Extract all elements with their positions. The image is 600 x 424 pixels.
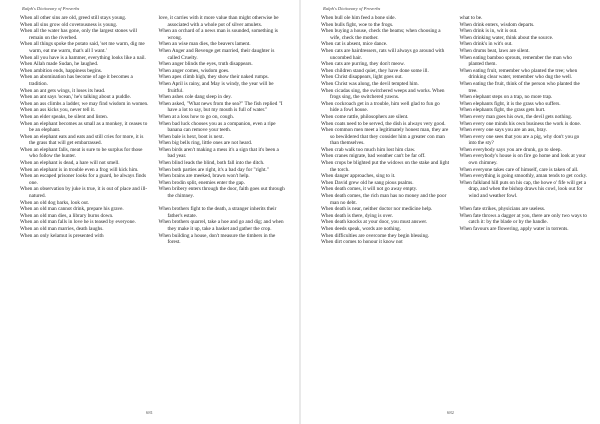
proverb-entry: When anger blinds the eyes, truth disappears. bbox=[158, 61, 253, 68]
proverb-entry: When April is rainy, and May is windy, the year will be fruitful. bbox=[158, 80, 274, 94]
proverb-entry: When apes climb high, they show their naked rumps. bbox=[158, 74, 269, 81]
proverb-entry: When all you have is a hammer, everything looks like a nail. bbox=[20, 54, 146, 61]
proverb-entry: When drink's in wit's out. bbox=[459, 41, 513, 48]
proverb-entry: When Christ disappears, light goes out. bbox=[321, 74, 403, 81]
proverb-entry: When cats are hairdressers, rats will always go around with uncombed hair. bbox=[321, 47, 445, 61]
column-1 bbox=[321, 15, 450, 246]
proverb-entry: When all sins grow old covetousness is young. bbox=[20, 21, 118, 28]
proverb-entry: When brothers quarrel, take a hoe and go and dig; and when they make it up, take a basket and gather the crop. bbox=[158, 219, 284, 232]
running-head: Ralph's Dictionary of Proverbs bbox=[22, 6, 80, 11]
proverb-entry: When everybody says you are drunk, go to sleep. bbox=[459, 146, 562, 153]
proverb-entry: When brains are meeked, brawn won't help. bbox=[158, 173, 250, 180]
proverb-entry: When common men meet a legitimately honest man, they are so bewildered that they consider him a greater con man than themselves. bbox=[321, 127, 449, 147]
proverb-entry: When an ant gets wings, it loses its head. bbox=[20, 87, 106, 94]
proverb-entry: When an wise man dies, the beavers lament. bbox=[158, 41, 251, 48]
proverb-entry: When an abomination has become of age it becomes a tradition. bbox=[20, 74, 133, 87]
proverb-entry: When all other sins are old, greed still stays young. bbox=[20, 15, 127, 21]
proverb-entry: When children stand quiet, they have done some ill. bbox=[321, 67, 429, 74]
proverb-entry: When eating the fruit, think of the person who planted the tree. bbox=[459, 80, 580, 94]
proverb-entry: When bribery enters through the door, faith goes out through the chimney. bbox=[158, 186, 285, 200]
proverb-entry: When David grew old he sang pious psalms. bbox=[321, 179, 414, 186]
proverb-entry: When falkland hill puts on his cap, the howe o' fife will get a drap, and when the bishop draws his cowl, look out for wind and weather fowl. bbox=[459, 179, 587, 200]
proverb-entry: When bad luck chooses you as a companion, even a ripe banana can remove your teeth. bbox=[158, 120, 276, 134]
proverb-entry: When an orchard of a news man is sounded, something is wrong. bbox=[158, 28, 278, 41]
proverb-entry: When an elephant becomes as small as a monkey, it ceases to be an elephant. bbox=[20, 120, 148, 134]
proverb-entry: When building a house, don't measure the timbers in the forest. bbox=[158, 232, 276, 246]
proverb-entry: When an old man marries, death laughs. bbox=[20, 226, 104, 232]
left-page bbox=[0, 0, 299, 424]
proverb-entry: When Anger and Revenge get married, their daughter is called Cruelty. bbox=[158, 47, 275, 61]
proverb-entry: When drink is in, wit is out. bbox=[459, 28, 518, 35]
proverb-entry: When every man goes his own, the devil gets nothing. bbox=[459, 113, 573, 120]
proverb-entry: what to be. bbox=[459, 15, 483, 21]
proverb-entry: When drink enters, wisdom departs. bbox=[459, 21, 535, 28]
proverb-entry: When ashes cole dang sleep in dey. bbox=[158, 94, 232, 101]
proverb-entry: When all things spoke the potato said, 'set me warm, dig me warm, eat me warm, that's all I want.' bbox=[20, 41, 145, 54]
proverb-entry: When Allah made Sudan, he laughed. bbox=[20, 61, 99, 68]
page-number: 682 bbox=[447, 410, 454, 415]
proverb-entry: When cat is absent, mice dance. bbox=[321, 41, 388, 48]
proverb-entry: When both parties are right, it's a bad day for "right." bbox=[158, 166, 269, 173]
proverb-entry: When an ass climbs a ladder, we may find wisdom in women. bbox=[20, 100, 149, 107]
proverb-entry: When everyone takes care of himself, care is taken of all. bbox=[459, 166, 579, 173]
proverb-entry: When danger approaches, sing to it. bbox=[321, 173, 396, 180]
right-page bbox=[301, 0, 600, 424]
proverb-entry: When everything is going smoothly, aman tends to get cocky. bbox=[459, 173, 588, 180]
proverb-entry: When birds aren't making a mess it's a sign that it's been a bad year. bbox=[158, 146, 279, 160]
proverb-entry: When cats are purring, they don't meow. bbox=[321, 61, 405, 68]
proverb-entry: When drinking water, think about the source. bbox=[459, 34, 554, 41]
proverb-entry: When buying a house, check the beams; when choosing a wife, check the mother. bbox=[321, 28, 441, 41]
proverb-entry: When difficulties are overcome they begin blessing. bbox=[321, 232, 430, 239]
proverb-entry: When dirt comes to honour it know not bbox=[321, 239, 403, 246]
proverb-entry: When bulls fight, woe to the frogs. bbox=[321, 21, 394, 28]
proverb-entry: When brodin split, enemies enter the gap. bbox=[158, 179, 245, 186]
proverb-entry: When an observation by juke is true, it is out of place and ill-natured. bbox=[20, 186, 148, 200]
proverb-entry: When bale is hext, boot is next. bbox=[158, 133, 224, 140]
proverb-entry: When an ant says 'ocean,' he's talking about a puddle. bbox=[20, 94, 131, 101]
text-columns bbox=[321, 15, 588, 246]
column-1 bbox=[20, 15, 149, 246]
proverb-entry: When cockroach get in a trouble, him well glad to fun go hide a fowl house. bbox=[321, 100, 440, 114]
proverb-entry: When an elephant eats and eats and still cries for more, it is the grass that will get embarrassed. bbox=[20, 133, 144, 147]
running-head: Ralph's Dictionary of Proverbs bbox=[323, 6, 381, 11]
column-2 bbox=[159, 15, 288, 246]
proverb-entry: When every one minds his own business the work is done. bbox=[459, 120, 581, 127]
proverb-entry: When blind leads the blind, both fall into the ditch. bbox=[158, 160, 265, 167]
proverb-entry: When coats need to be served, the dish is always very good. bbox=[321, 120, 446, 127]
proverb-entry: When eating bamboo sprouts, remember the man who planted them. bbox=[459, 54, 572, 68]
proverb-entry: When every one says you are an ass, bray. bbox=[459, 127, 548, 134]
proverb-entry: When death comes, the rich man has no money and the poor man no debt. bbox=[321, 193, 447, 206]
proverb-entry: When all the water has gone, only the largest stones will remain on the riverbed. bbox=[20, 28, 138, 41]
proverb-entry: When cicadas sing, the switchered weeps and works. When frogs sing, the switchered yawns. bbox=[321, 87, 445, 101]
page-number: 681 bbox=[146, 410, 153, 415]
proverb-entry: When death is there, dying is over. bbox=[321, 212, 394, 219]
proverb-entry: When an elephant is dead, a hare will not smell. bbox=[20, 160, 120, 167]
proverb-entry: When drums beat, laws are silent. bbox=[459, 47, 530, 54]
proverb-entry: When anger comes, wisdom goes. bbox=[158, 67, 230, 74]
proverb-entry: When an escaped prisoner looks for a guard, he always finds one. bbox=[20, 173, 147, 186]
proverb-entry: When fate strikes, physicians are useless. bbox=[459, 206, 546, 213]
proverb-entry: When elephants fight, the grass gets hurt. bbox=[459, 107, 546, 114]
proverb-entry: When Christ was along, the devil tempted him. bbox=[321, 80, 419, 87]
proverb-entry: When an old dog barks, look out. bbox=[20, 199, 90, 206]
proverb-entry: When everybody's house is on fire go home and look at your own chimney. bbox=[459, 153, 586, 167]
proverb-entry: When big bells ring, little ones are not heard. bbox=[158, 140, 253, 147]
proverb-entry: When ambition ends, happiness begins. bbox=[20, 67, 103, 74]
proverb-entry: When an old man falls in love he is teased by everyone. bbox=[20, 219, 136, 226]
proverb-entry: When cranes migrate, bad weather can't be far off. bbox=[321, 153, 426, 160]
proverb-entry: When brothers fight to the death, a stranger inherits their father's estate. bbox=[158, 206, 277, 219]
proverb-entry: When crab walk too much him lost him claw. bbox=[321, 146, 416, 153]
proverb-entry: When bull ole him feed a bone side. bbox=[321, 15, 396, 21]
proverb-entry: When fate throws a dagger at you, there are only two ways to catch it: by the blade or by the handle. bbox=[459, 212, 587, 226]
proverb-entry: When an only kelamut is presented with bbox=[20, 232, 104, 239]
proverb-entry: When death comes, it will not go away empty. bbox=[321, 186, 418, 193]
proverb-entry: When come rattle, philosophers are silent. bbox=[321, 113, 409, 120]
proverb-entry: When asked, "What news from the sea?" The fish replied "I have a lot to say, but my mouth is full of water." bbox=[158, 100, 283, 114]
column-2 bbox=[460, 15, 589, 246]
proverb-entry: When elephants fight, it is the grass who suffers. bbox=[459, 100, 561, 107]
proverb-entry: When an old man dies, a library burns down. bbox=[20, 212, 114, 219]
proverb-entry: When crops be blighted put the widows on the stake and light the torch. bbox=[321, 160, 450, 173]
proverb-entry: love, it carries with it more value than might otherwise be associated with a whole pot of silver amulets. bbox=[158, 15, 279, 28]
proverb-entry: When at a loss how to go on, cough. bbox=[158, 113, 234, 120]
proverb-entry: When an old man cannot drink, prepare his grave. bbox=[20, 206, 124, 213]
proverb-entry: When eating fruit, remember who planted the tree; when drinking clear water, remember who dug the well. bbox=[459, 67, 578, 81]
proverb-entry: When deeds speak, words are nothing. bbox=[321, 226, 401, 232]
proverb-entry: When an elephant falls, meat is sure to be surplus for those who follow the hunter. bbox=[20, 146, 143, 160]
proverb-entry: When death knocks at your door, you must answer. bbox=[321, 219, 428, 226]
proverb-entry: When death is near, neither doctor nor medicine help. bbox=[321, 206, 433, 213]
proverb-entry: When favours are flowering, apply water in torrents. bbox=[459, 226, 569, 232]
proverb-entry: When elephant steps on a trap, no more trap. bbox=[459, 94, 553, 101]
text-columns bbox=[20, 15, 287, 246]
proverb-entry: When an ass kicks you, never tell it. bbox=[20, 107, 96, 114]
proverb-entry: When an elder speaks, be silent and listen. bbox=[20, 113, 109, 120]
proverb-entry: When every one sees that you are a pig, why don't you go into the sty? bbox=[459, 133, 580, 147]
proverb-entry: When an elephant is in trouble even a frog will kick him. bbox=[20, 166, 139, 173]
